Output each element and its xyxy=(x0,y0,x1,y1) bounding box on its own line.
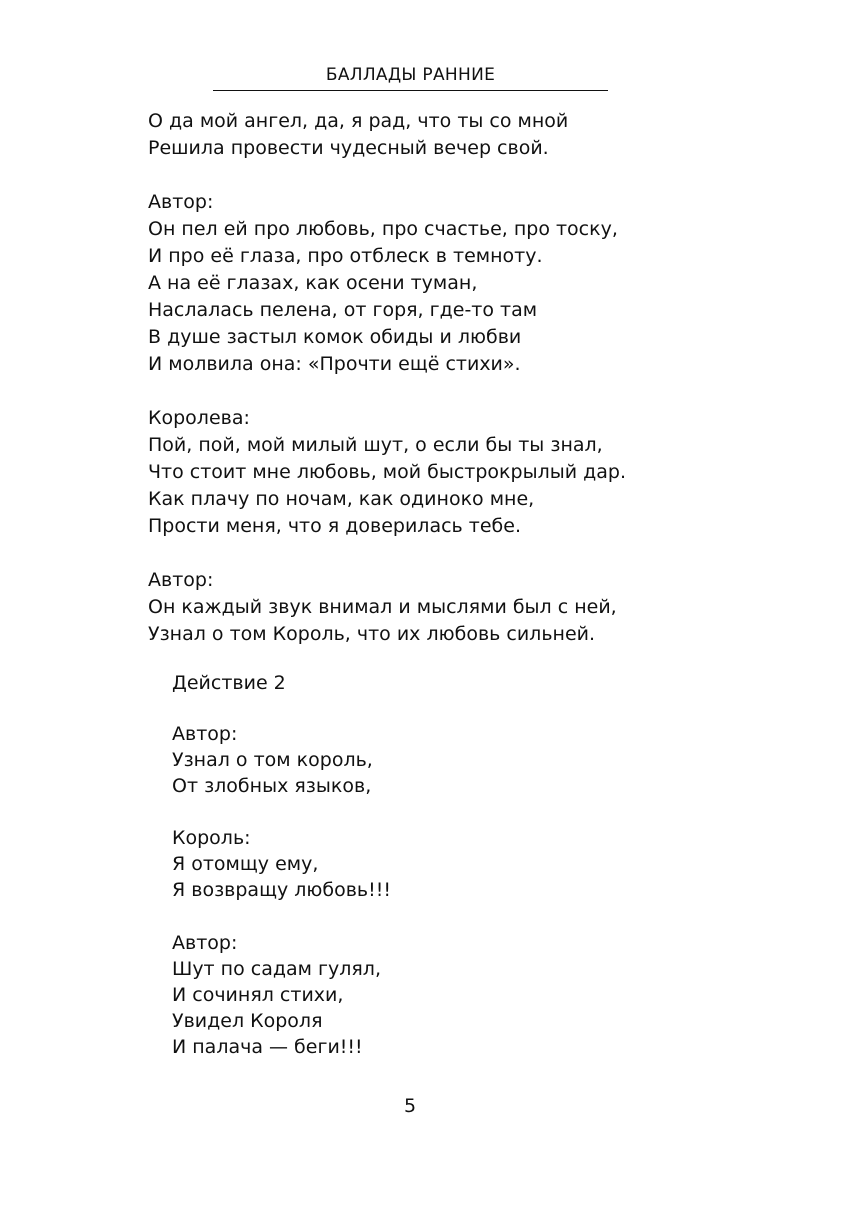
verse-line: И молвила она: «Прочти ещё стихи». xyxy=(148,353,521,375)
speaker-label: Автор: xyxy=(148,569,214,591)
verse-line: Пой, пой, мой милый шут, о если бы ты знал, xyxy=(148,434,603,456)
verse-line: Я отомщу ему, xyxy=(172,853,319,875)
verse-line: Что стоит мне любовь, мой быстрокрылый дар. xyxy=(148,461,627,483)
speaker-label: Королева: xyxy=(148,407,250,429)
verse-line: О да мой ангел, да, я рад, что ты со мной xyxy=(148,110,569,132)
speaker-label: Король: xyxy=(172,827,251,849)
verse-line: Я возвращу любовь!!! xyxy=(172,879,391,901)
verse-line: Узнал о том король, xyxy=(172,749,373,771)
verse-line: И про её глаза, про отблеск в темноту. xyxy=(148,245,543,267)
verse-line: Он пел ей про любовь, про счастье, про тоску, xyxy=(148,218,618,240)
verse-line: Шут по садам гулял, xyxy=(172,958,381,980)
act-heading: Действие 2 xyxy=(172,672,286,694)
verse-line: И сочинял стихи, xyxy=(172,984,344,1006)
verse-line: Решила провести чудесный вечер свой. xyxy=(148,137,549,159)
verse-line: А на её глазах, как осени туман, xyxy=(148,272,478,294)
verse-line: Узнал о том Король, что их любовь сильней. xyxy=(148,623,596,645)
speaker-label: Автор: xyxy=(172,723,238,745)
running-header: БАЛЛАДЫ РАННИЕ xyxy=(325,65,496,85)
verse-line: В душе застыл комок обиды и любви xyxy=(148,326,522,348)
speaker-label: Автор: xyxy=(172,932,238,954)
header-rule xyxy=(213,90,608,91)
page-number: 5 xyxy=(403,1095,417,1117)
verse-line: Как плачу по ночам, как одиноко мне, xyxy=(148,488,535,510)
verse-line: Прости меня, что я доверилась тебе. xyxy=(148,515,521,537)
verse-line: Увидел Короля xyxy=(172,1010,323,1032)
verse-line: Наслалась пелена, от горя, где-то там xyxy=(148,299,538,321)
verse-line: От злобных языков, xyxy=(172,775,372,797)
speaker-label: Автор: xyxy=(148,191,214,213)
verse-line: И палача — беги!!! xyxy=(172,1036,363,1058)
verse-line: Он каждый звук внимал и мыслями был с ней, xyxy=(148,596,617,618)
